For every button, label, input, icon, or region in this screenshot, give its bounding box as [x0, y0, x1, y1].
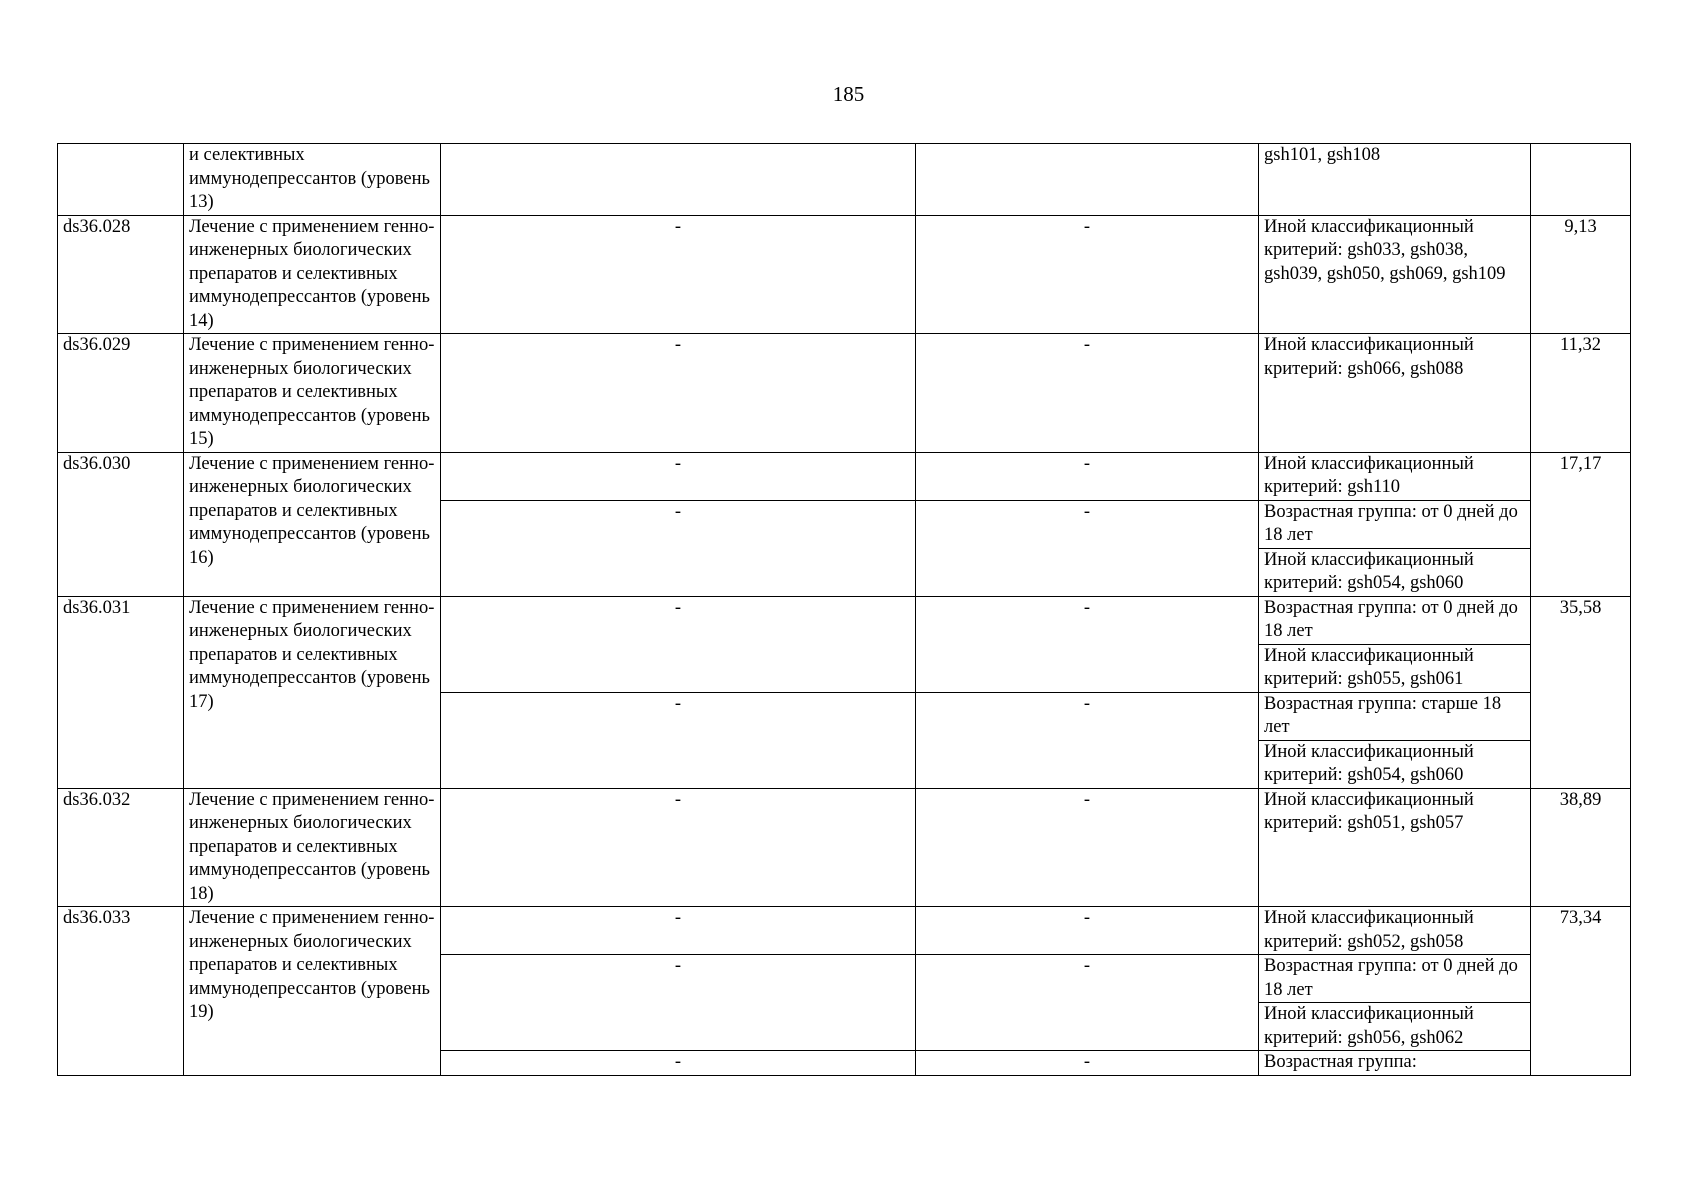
cell-service: -	[916, 215, 1259, 334]
cell-coefficient: 9,13	[1531, 215, 1631, 334]
cell-code: ds36.030	[58, 452, 184, 596]
cell-name: и селективных иммунодепрессантов (уровень 13)	[184, 144, 441, 216]
cell-code	[58, 144, 184, 216]
cell-diagnosis: -	[441, 907, 916, 955]
cell-coefficient: 35,58	[1531, 596, 1631, 788]
cell-criterion: Возрастная группа: от 0 дней до 18 лет	[1259, 500, 1531, 548]
cell-name: Лечение с применением генно-инженерных биологических препаратов и селективных иммунодепрессантов (уровень 19)	[184, 907, 441, 1076]
table-row	[58, 788, 1631, 907]
cell-criterion: gsh101, gsh108	[1259, 144, 1531, 216]
cell-criterion: Возрастная группа: старше 18 лет	[1259, 692, 1531, 740]
cell-code: ds36.033	[58, 907, 184, 1076]
cell-criterion: Иной классификационный критерий: gsh054, gsh060	[1259, 740, 1531, 788]
cell-criterion: Иной классификационный критерий: gsh055, gsh061	[1259, 644, 1531, 692]
table-row	[58, 452, 1631, 500]
cell-name: Лечение с применением генно-инженерных биологических препаратов и селективных иммунодепрессантов (уровень 16)	[184, 452, 441, 596]
cell-diagnosis: -	[441, 788, 916, 907]
cell-diagnosis: -	[441, 955, 916, 1051]
cell-criterion: Иной классификационный критерий: gsh056, gsh062	[1259, 1003, 1531, 1051]
cell-service: -	[916, 334, 1259, 453]
cell-criterion: Иной классификационный критерий: gsh066, gsh088	[1259, 334, 1531, 453]
cell-diagnosis: -	[441, 596, 916, 692]
cell-diagnosis: -	[441, 692, 916, 788]
cell-criterion: Иной классификационный критерий: gsh051, gsh057	[1259, 788, 1531, 907]
table-row-continuation	[58, 144, 1631, 216]
cell-code: ds36.032	[58, 788, 184, 907]
cell-diagnosis: -	[441, 452, 916, 500]
cell-code: ds36.028	[58, 215, 184, 334]
cell-criterion: Иной классификационный критерий: gsh052, gsh058	[1259, 907, 1531, 955]
cell-diagnosis: -	[441, 1051, 916, 1076]
cell-service: -	[916, 452, 1259, 500]
cell-diagnosis: -	[441, 334, 916, 453]
cell-criterion: Иной классификационный критерий: gsh033, gsh038, gsh039, gsh050, gsh069, gsh109	[1259, 215, 1531, 334]
table-row	[58, 907, 1631, 955]
cell-code: ds36.029	[58, 334, 184, 453]
cell-name: Лечение с применением генно-инженерных биологических препаратов и селективных иммунодепрессантов (уровень 17)	[184, 596, 441, 788]
cell-service: -	[916, 692, 1259, 788]
table-row	[58, 215, 1631, 334]
cell-criterion: Возрастная группа: от 0 дней до 18 лет	[1259, 596, 1531, 644]
cell-coefficient: 11,32	[1531, 334, 1631, 453]
cell-criterion: Иной классификационный критерий: gsh054, gsh060	[1259, 548, 1531, 596]
ksg-table	[57, 143, 1631, 1076]
cell-service: -	[916, 596, 1259, 692]
cell-diagnosis: -	[441, 500, 916, 596]
cell-name: Лечение с применением генно-инженерных биологических препаратов и селективных иммунодепрессантов (уровень 18)	[184, 788, 441, 907]
cell-service: -	[916, 907, 1259, 955]
table-row	[58, 334, 1631, 453]
cell-diagnosis: -	[441, 215, 916, 334]
table-row	[58, 596, 1631, 644]
cell-criterion: Возрастная группа:	[1259, 1051, 1531, 1076]
cell-diagnosis	[441, 144, 916, 216]
cell-name: Лечение с применением генно-инженерных биологических препаратов и селективных иммунодепрессантов (уровень 14)	[184, 215, 441, 334]
cell-service: -	[916, 955, 1259, 1051]
ksg-table-body	[58, 144, 1631, 1076]
cell-coefficient: 17,17	[1531, 452, 1631, 596]
cell-service	[916, 144, 1259, 216]
cell-code: ds36.031	[58, 596, 184, 788]
cell-criterion: Иной классификационный критерий: gsh110	[1259, 452, 1531, 500]
cell-service: -	[916, 1051, 1259, 1076]
page-number: 185	[832, 82, 865, 106]
cell-coefficient: 73,34	[1531, 907, 1631, 1076]
cell-service: -	[916, 788, 1259, 907]
cell-criterion: Возрастная группа: от 0 дней до 18 лет	[1259, 955, 1531, 1003]
cell-service: -	[916, 500, 1259, 596]
cell-coefficient	[1531, 144, 1631, 216]
cell-coefficient: 38,89	[1531, 788, 1631, 907]
cell-name: Лечение с применением генно-инженерных биологических препаратов и селективных иммунодепрессантов (уровень 15)	[184, 334, 441, 453]
